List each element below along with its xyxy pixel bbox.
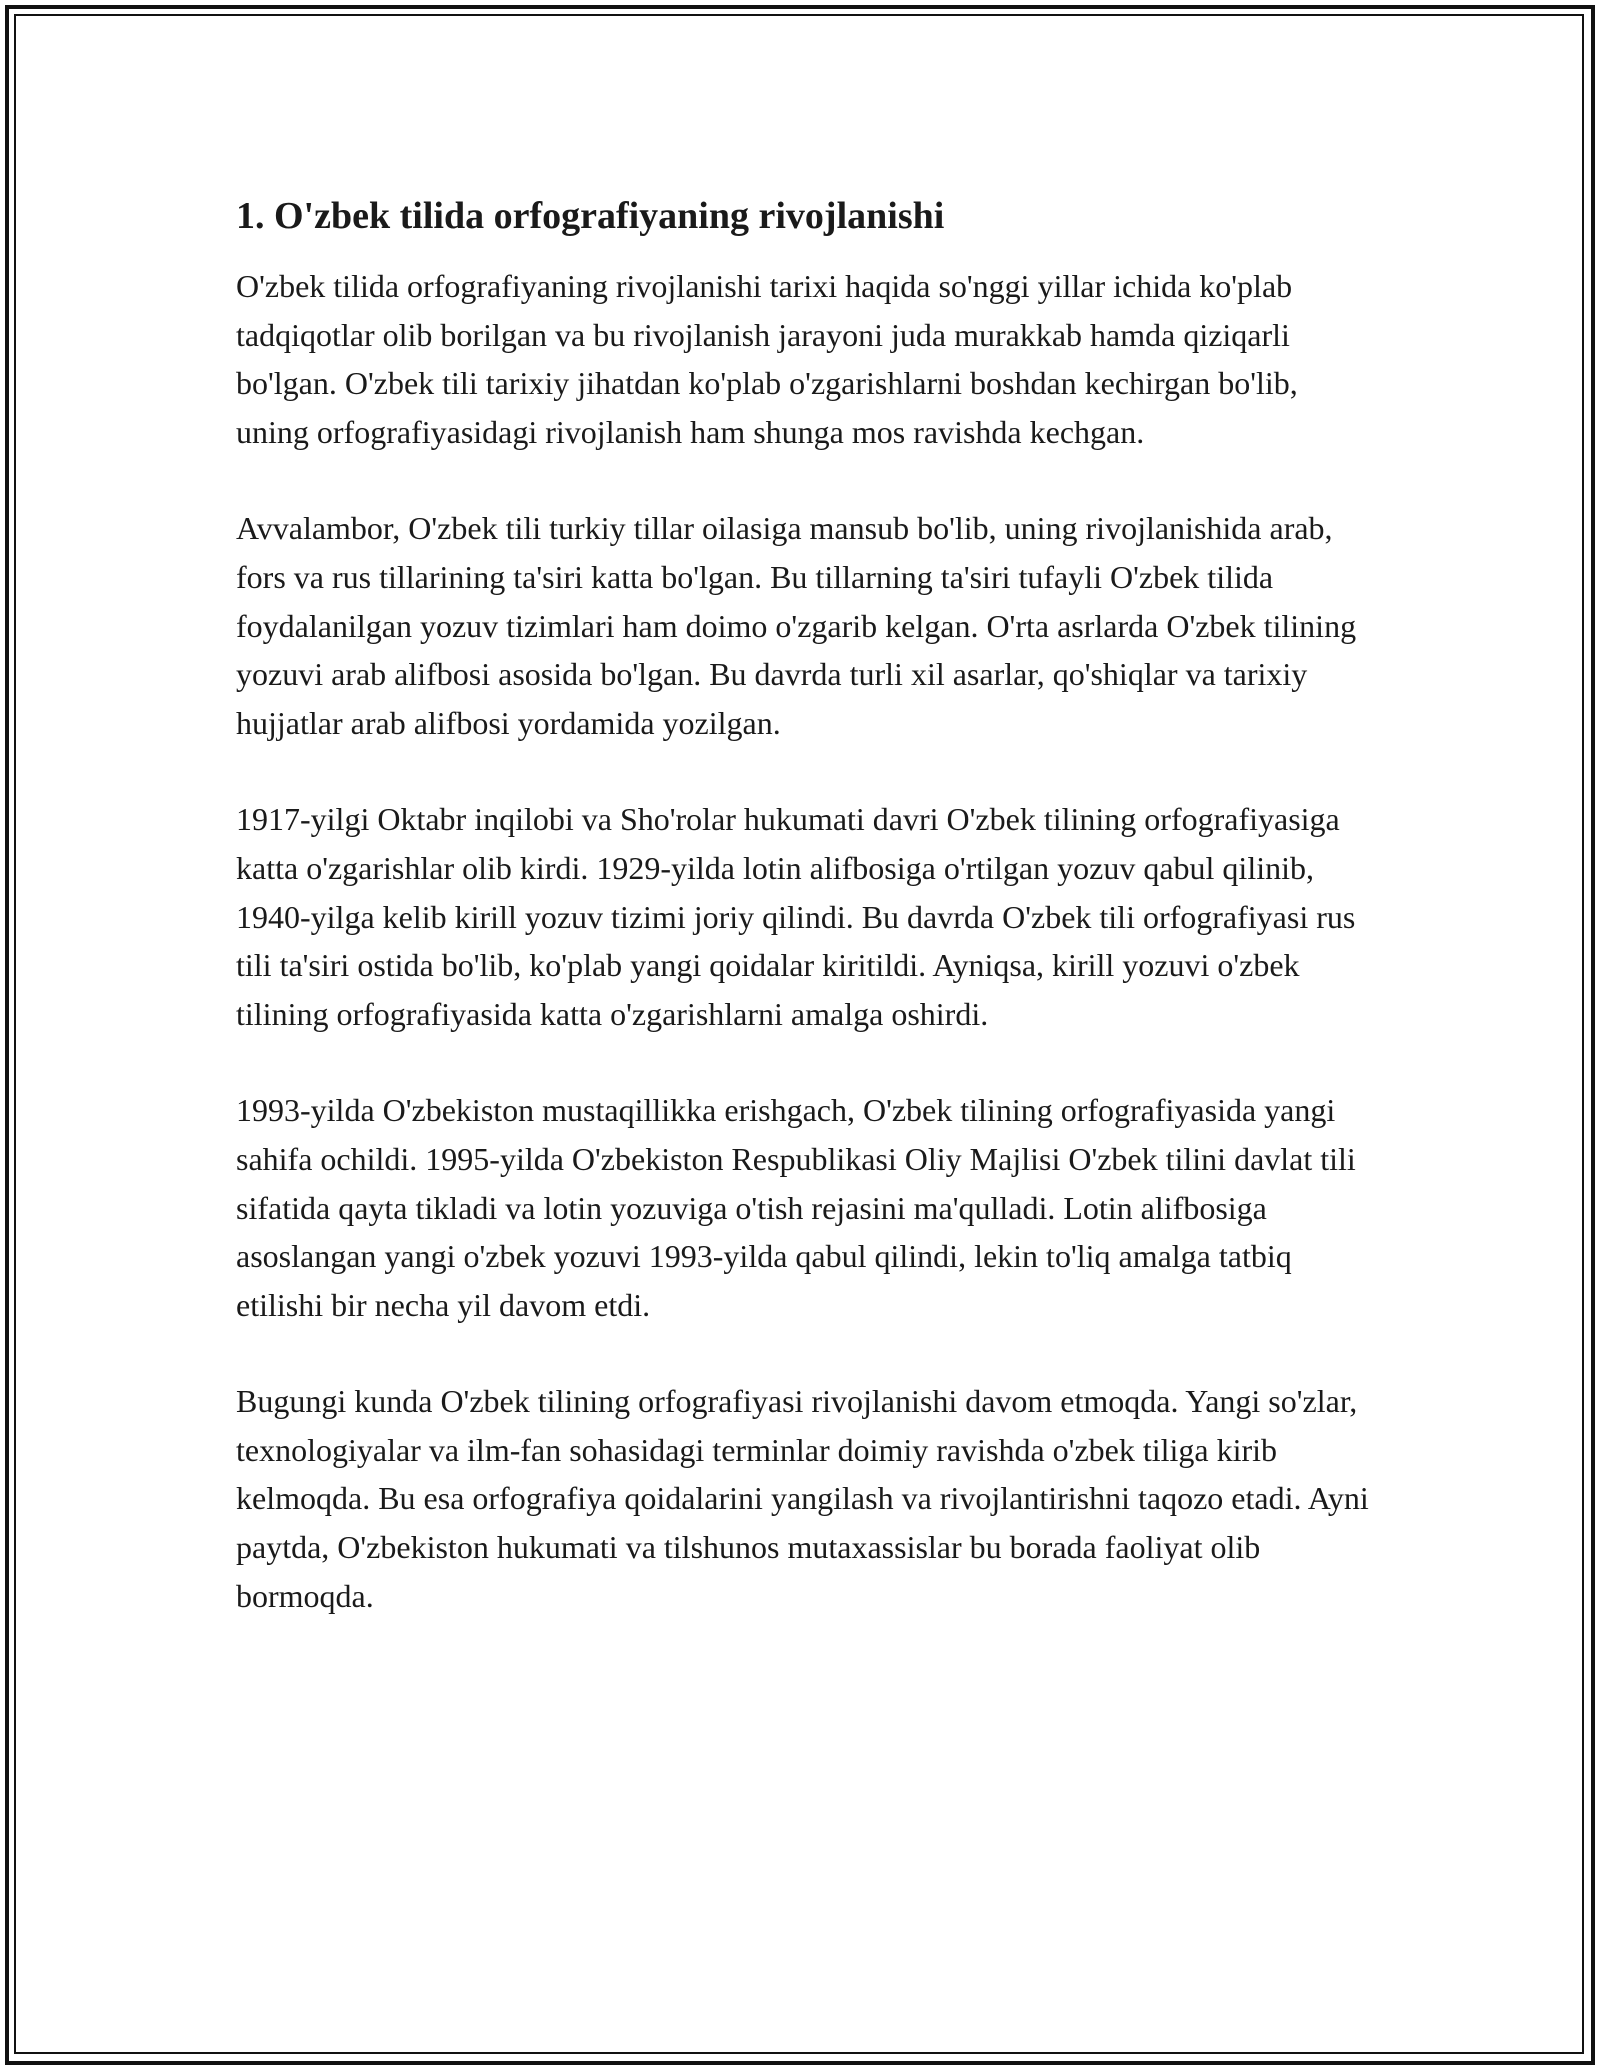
paragraph-2: Avvalambor, O'zbek tili turkiy tillar oilasiga mansub bo'lib, uning rivojlanishida arab, fors va rus tillarining ta'siri katta bo'lgan. Bu tillarning ta'siri tufayli O'zbek tilida foydalanilgan yozuv tizimlari ham doimo o'zgarib kelgan. O'rta asrlarda O'zbek tilining yozuvi arab alifbosi asosida bo'lgan. Bu davrda turli xil asarlar, qo'shiqlar va tarixiy hujjatlar arab alifbosi yordamida yozilgan.	[236, 510, 1357, 741]
paragraph-4: 1993-yilda O'zbekiston mustaqillikka erishgach, O'zbek tilining orfografiyasida yangi sahifa ochildi. 1995-yilda O'zbekiston Respublikasi Oliy Majlisi O'zbek tilini davlat tili sifatida qayta tikladi va lotin yozuviga o'tish rejasini ma'qulladi. Lotin alifbosiga asoslangan yangi o'zbek yozuvi 1993-yilda qabul qilindi, lekin to'liq amalga tatbiq etilishi bir necha yil davom etdi.	[236, 1092, 1356, 1323]
paragraph-1: O'zbek tilida orfografiyaning rivojlanishi tarixi haqida so'nggi yillar ichida ko'plab tadqiqotlar olib borilgan va bu rivojlanish jarayoni juda murakkab hamda qiziqarli bo'lgan. O'zbek tili tarixiy jihatdan ko'plab o'zgarishlarni boshdan kechirgan bo'lib, uning orfografiyasidagi rivojlanish ham shunga mos ravishda kechgan.	[236, 268, 1298, 450]
section-title: 1. O'zbek tilida orfografiyaning rivojlanishi	[236, 195, 945, 237]
document-body	[236, 186, 1376, 1620]
paragraph-3: 1917-yilgi Oktabr inqilobi va Sho'rolar hukumati davri O'zbek tilining orfografiyasiga katta o'zgarishlar olib kirdi. 1929-yilda lotin alifbosiga o'rtilgan yozuv qabul qilinib, 1940-yilga kelib kirill yozuv tizimi joriy qilindi. Bu davrda O'zbek tili orfografiyasi rus tili ta'siri ostida bo'lib, ko'plab yangi qoidalar kiritildi. Ayniqsa, kirill yozuvi o'zbek tilining orfografiyasida katta o'zgarishlarni amalga oshirdi.	[236, 801, 1356, 1032]
paragraph-5: Bugungi kunda O'zbek tilining orfografiyasi rivojlanishi davom etmoqda. Yangi so'zlar, texnologiyalar va ilm-fan sohasidagi terminlar doimiy ravishda o'zbek tiliga kirib kelmoqda. Bu esa orfografiya qoidalarini yangilash va rivojlantirishni taqozo etadi. Ayni paytda, O'zbekiston hukumati va tilshunos mutaxassislar bu borada faoliyat olib bormoqda.	[236, 1383, 1369, 1614]
